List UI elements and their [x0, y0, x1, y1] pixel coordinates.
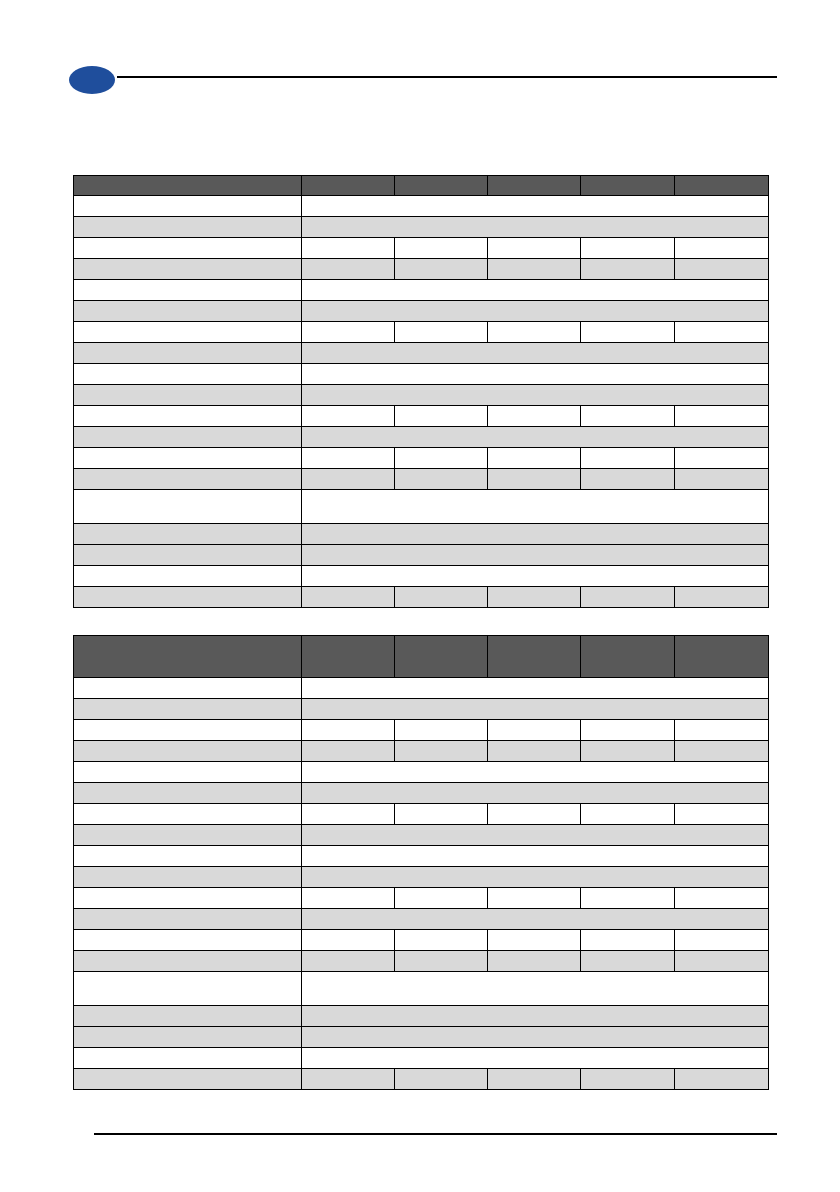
row-value-cell: [675, 741, 769, 762]
row-value-cell-merged: [302, 678, 769, 699]
row-value-cell-merged: [302, 909, 769, 930]
row-value-cell: [581, 1069, 675, 1090]
row-value-cell: [581, 259, 675, 280]
table-row: [74, 280, 769, 301]
row-value-cell: [488, 720, 581, 741]
row-label-cell: [74, 259, 302, 280]
row-value-cell: [395, 720, 488, 741]
row-label-cell: [74, 783, 302, 804]
row-value-cell-merged: [302, 825, 769, 846]
row-value-cell-merged: [302, 427, 769, 448]
row-value-cell-merged: [302, 490, 769, 524]
row-value-cell: [488, 587, 581, 608]
row-value-cell: [395, 804, 488, 825]
row-value-cell: [675, 951, 769, 972]
row-value-cell: [675, 587, 769, 608]
table-row: [74, 385, 769, 406]
header-cell-label: [74, 176, 302, 196]
row-label-cell: [74, 566, 302, 587]
row-value-cell: [581, 448, 675, 469]
row-value-cell-merged: [302, 762, 769, 783]
row-value-cell-merged: [302, 545, 769, 566]
row-label-cell: [74, 888, 302, 909]
row-label-cell: [74, 1027, 302, 1048]
row-value-cell: [675, 804, 769, 825]
row-value-cell: [581, 951, 675, 972]
row-value-cell: [302, 259, 395, 280]
row-label-cell: [74, 322, 302, 343]
row-value-cell: [675, 1069, 769, 1090]
row-value-cell-merged: [302, 196, 769, 217]
table-row: [74, 909, 769, 930]
row-value-cell: [302, 238, 395, 259]
table-row: [74, 783, 769, 804]
row-value-cell-merged: [302, 699, 769, 720]
row-value-cell: [395, 951, 488, 972]
table-row: [74, 427, 769, 448]
table-row: [74, 259, 769, 280]
row-value-cell: [488, 930, 581, 951]
table-row: [74, 804, 769, 825]
row-label-cell: [74, 825, 302, 846]
table-row: [74, 972, 769, 1006]
row-label-cell: [74, 217, 302, 238]
row-value-cell: [302, 322, 395, 343]
row-value-cell: [581, 804, 675, 825]
row-value-cell: [302, 930, 395, 951]
row-label-cell: [74, 720, 302, 741]
row-value-cell: [581, 406, 675, 427]
row-value-cell: [675, 448, 769, 469]
row-value-cell-merged: [302, 783, 769, 804]
row-value-cell: [675, 469, 769, 490]
row-value-cell: [395, 587, 488, 608]
spec-table-2: [73, 635, 769, 1090]
table-row: [74, 238, 769, 259]
row-value-cell: [675, 888, 769, 909]
row-value-cell-merged: [302, 301, 769, 322]
table-row: [74, 469, 769, 490]
table-row: [74, 1069, 769, 1090]
row-label-cell: [74, 699, 302, 720]
header-cell-model: [395, 636, 488, 678]
row-value-cell: [581, 587, 675, 608]
row-value-cell: [675, 259, 769, 280]
row-label-cell: [74, 490, 302, 524]
table-row: [74, 720, 769, 741]
row-label-cell: [74, 951, 302, 972]
row-value-cell-merged: [302, 1027, 769, 1048]
header-rule: [117, 76, 777, 78]
row-value-cell: [395, 888, 488, 909]
row-label-cell: [74, 448, 302, 469]
row-value-cell: [395, 741, 488, 762]
row-label-cell: [74, 238, 302, 259]
row-value-cell: [488, 1069, 581, 1090]
row-value-cell: [488, 406, 581, 427]
row-value-cell: [395, 448, 488, 469]
row-label-cell: [74, 930, 302, 951]
header-cell-model: [581, 176, 675, 196]
row-value-cell: [675, 930, 769, 951]
row-value-cell: [581, 930, 675, 951]
row-value-cell: [581, 238, 675, 259]
table-row: [74, 867, 769, 888]
row-value-cell: [675, 406, 769, 427]
table-row: [74, 699, 769, 720]
row-value-cell-merged: [302, 846, 769, 867]
table-row: [74, 364, 769, 385]
header-cell-model: [675, 636, 769, 678]
table-row: [74, 1006, 769, 1027]
row-label-cell: [74, 524, 302, 545]
table-row: [74, 524, 769, 545]
row-value-cell: [488, 259, 581, 280]
row-value-cell: [302, 951, 395, 972]
row-value-cell: [581, 741, 675, 762]
table-header-row: [74, 176, 769, 196]
row-value-cell: [581, 888, 675, 909]
table-row: [74, 566, 769, 587]
header-cell-model: [675, 176, 769, 196]
row-label-cell: [74, 909, 302, 930]
row-value-cell-merged: [302, 280, 769, 301]
table-row: [74, 846, 769, 867]
row-value-cell: [488, 322, 581, 343]
table-row: [74, 1027, 769, 1048]
row-value-cell: [395, 930, 488, 951]
row-value-cell: [302, 720, 395, 741]
row-value-cell-merged: [302, 1048, 769, 1069]
row-label-cell: [74, 364, 302, 385]
row-value-cell-merged: [302, 385, 769, 406]
row-label-cell: [74, 804, 302, 825]
row-label-cell: [74, 972, 302, 1006]
table-row: [74, 545, 769, 566]
row-value-cell: [581, 322, 675, 343]
row-value-cell: [675, 720, 769, 741]
row-value-cell: [488, 741, 581, 762]
header-cell-model: [395, 176, 488, 196]
row-value-cell: [395, 238, 488, 259]
row-value-cell: [395, 259, 488, 280]
row-label-cell: [74, 587, 302, 608]
row-value-cell: [302, 1069, 395, 1090]
table-header-row: [74, 636, 769, 678]
row-value-cell-merged: [302, 972, 769, 1006]
row-label-cell: [74, 867, 302, 888]
row-label-cell: [74, 741, 302, 762]
row-value-cell: [488, 238, 581, 259]
row-label-cell: [74, 1048, 302, 1069]
row-value-cell-merged: [302, 566, 769, 587]
header-cell-model: [302, 636, 395, 678]
row-label-cell: [74, 846, 302, 867]
row-value-cell-merged: [302, 524, 769, 545]
row-label-cell: [74, 1006, 302, 1027]
row-value-cell-merged: [302, 364, 769, 385]
spec-table-1: [73, 175, 769, 608]
table-row: [74, 888, 769, 909]
section-badge: [69, 66, 115, 94]
row-value-cell: [302, 469, 395, 490]
table-row: [74, 951, 769, 972]
table-row: [74, 217, 769, 238]
table-row: [74, 490, 769, 524]
table-row: [74, 825, 769, 846]
row-value-cell: [581, 720, 675, 741]
table-row: [74, 762, 769, 783]
footer-rule: [94, 1133, 777, 1135]
table-row: [74, 678, 769, 699]
header-cell-model: [488, 176, 581, 196]
table-row: [74, 587, 769, 608]
row-label-cell: [74, 301, 302, 322]
row-label-cell: [74, 762, 302, 783]
row-value-cell: [302, 888, 395, 909]
table-row: [74, 322, 769, 343]
row-label-cell: [74, 469, 302, 490]
row-value-cell: [395, 322, 488, 343]
row-value-cell: [395, 406, 488, 427]
table-row: [74, 343, 769, 364]
header-cell-model: [581, 636, 675, 678]
table-row: [74, 930, 769, 951]
row-value-cell-merged: [302, 343, 769, 364]
row-value-cell: [488, 448, 581, 469]
row-value-cell-merged: [302, 1006, 769, 1027]
row-value-cell: [675, 322, 769, 343]
header-cell-model: [488, 636, 581, 678]
table-row: [74, 301, 769, 322]
row-value-cell: [395, 469, 488, 490]
header-cell-label: [74, 636, 302, 678]
row-value-cell: [488, 469, 581, 490]
row-label-cell: [74, 343, 302, 364]
row-value-cell-merged: [302, 217, 769, 238]
row-value-cell: [675, 238, 769, 259]
table-row: [74, 741, 769, 762]
row-value-cell: [488, 888, 581, 909]
row-label-cell: [74, 427, 302, 448]
row-value-cell: [581, 469, 675, 490]
row-value-cell: [395, 1069, 488, 1090]
table-row: [74, 196, 769, 217]
row-value-cell: [488, 804, 581, 825]
row-label-cell: [74, 678, 302, 699]
header-cell-model: [302, 176, 395, 196]
row-value-cell-merged: [302, 867, 769, 888]
row-label-cell: [74, 1069, 302, 1090]
row-label-cell: [74, 196, 302, 217]
row-value-cell: [302, 741, 395, 762]
row-value-cell: [302, 587, 395, 608]
row-label-cell: [74, 545, 302, 566]
row-value-cell: [302, 804, 395, 825]
row-value-cell: [302, 448, 395, 469]
row-value-cell: [302, 406, 395, 427]
table-row: [74, 1048, 769, 1069]
table-row: [74, 406, 769, 427]
row-label-cell: [74, 385, 302, 406]
row-label-cell: [74, 280, 302, 301]
row-label-cell: [74, 406, 302, 427]
row-value-cell: [488, 951, 581, 972]
table-row: [74, 448, 769, 469]
